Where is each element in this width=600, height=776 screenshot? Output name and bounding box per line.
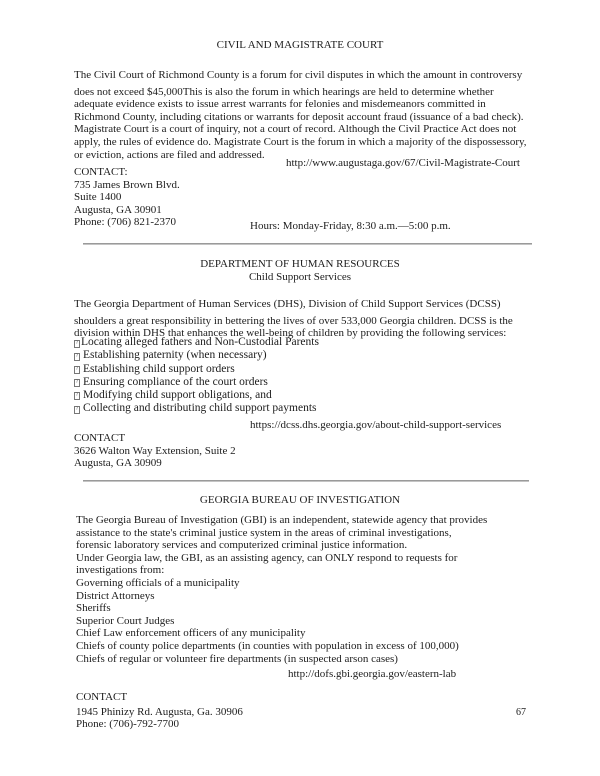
missing-glyph-icon: ? <box>75 366 79 372</box>
missing-glyph-icon: ? <box>75 353 79 359</box>
dhr-url-link[interactable]: https://dcss.dhs.georgia.gov/about-child-support-services <box>250 419 502 431</box>
list-item: Sheriffs <box>76 602 111 615</box>
paragraph-line: investigations from: <box>76 564 165 577</box>
contact-phone: Phone: (706) 821-2370 <box>74 216 177 229</box>
paragraph-line: The Georgia Department of Human Services (DHS), Division of Child Support Services (DCSS) <box>74 298 501 310</box>
list-item <box>74 402 319 415</box>
list-item: Chiefs of regular or volunteer fire departments (in suspected arson cases) <box>76 652 398 665</box>
paragraph-line: division within DHS that enhances the well-being of children by providing the following services: <box>74 327 507 340</box>
civil-court-hours: Hours: Monday-Friday, 8:30 a.m.—5:00 p.m. <box>250 220 451 232</box>
paragraph-line: The Civil Court of Richmond County is a forum for civil disputes in which the amount in controversy <box>74 69 523 81</box>
contact-label: CONTACT <box>74 432 126 444</box>
section-divider <box>83 243 532 245</box>
paragraph-line: The Georgia Bureau of Investigation (GBI) is an independent, statewide agency that provides <box>76 514 488 526</box>
missing-glyph-icon: ? <box>75 393 79 399</box>
list-item <box>74 376 319 389</box>
gbi-paragraph <box>76 514 556 577</box>
list-item <box>74 349 319 362</box>
civil-court-title: CIVIL AND MAGISTRATE COURT <box>216 39 384 51</box>
dhr-title: DEPARTMENT OF HUMAN RESOURCES <box>200 258 400 270</box>
gbi-requesters-list <box>76 577 459 665</box>
contact-address-line: Suite 1400 <box>74 191 122 204</box>
list-item: Superior Court Judges <box>76 614 175 627</box>
missing-glyph-icon: ? <box>75 406 79 412</box>
contact-phone: Phone: (706)-792-7700 <box>76 717 179 730</box>
service-label: Establishing paternity (when necessary) <box>83 349 267 362</box>
list-item: Governing officials of a municipality <box>76 577 240 589</box>
dhr-services-list <box>74 336 319 415</box>
gbi-contact <box>76 707 243 730</box>
service-label: Collecting and distributing child support payments <box>83 402 317 415</box>
list-item: Chief Law enforcement officers of any municipality <box>76 627 306 640</box>
civil-court-contact <box>74 166 180 229</box>
service-label: Establishing child support orders <box>83 362 235 375</box>
paragraph-line: assistance to the state's criminal justice system in the areas of criminal investigations, <box>76 526 452 539</box>
civil-court-url-link[interactable]: http://www.augustaga.gov/67/Civil-Magistrate-Court <box>286 157 520 169</box>
missing-glyph-icon: ? <box>75 380 79 386</box>
dhr-contact <box>74 432 236 470</box>
list-item <box>74 389 319 402</box>
missing-glyph-icon: ? <box>75 340 79 346</box>
gbi-contact-label: CONTACT <box>76 691 128 703</box>
section-divider <box>83 480 529 482</box>
contact-address-line: Augusta, GA 30909 <box>74 457 162 470</box>
contact-address-line: 735 James Brown Blvd. <box>74 178 180 191</box>
service-label: Ensuring compliance of the court orders <box>83 375 268 388</box>
list-item <box>74 336 319 349</box>
dhr-paragraph <box>74 298 554 340</box>
paragraph-line: Magistrate Court is a court of inquiry, not a court of record. Although the Civil Practice Act does not <box>74 123 517 136</box>
dhr-subtitle: Child Support Services <box>248 271 352 283</box>
civil-court-paragraph <box>74 69 554 161</box>
contact-address-line: 1945 Phinizy Rd. Augusta, Ga. 30906 <box>76 706 243 718</box>
paragraph-line: adequate evidence exists to issue arrest warrants for felonies and misdemeanors committed in <box>74 98 486 111</box>
service-label: Locating alleged fathers and Non-Custodial Parents <box>81 336 319 349</box>
paragraph-line: Under Georgia law, the GBI, as an assisting agency, can ONLY respond to requests for <box>76 551 458 564</box>
list-item: District Attorneys <box>76 589 155 602</box>
paragraph-line: does not exceed $45,000This is also the forum in which hearings are held to determine whether <box>74 85 494 98</box>
paragraph-line: Richmond County, including citations or warrants for deposit account fraud (issuance of a bad check). <box>74 110 524 123</box>
service-label: Modifying child support obligations, and <box>83 389 272 402</box>
contact-label: CONTACT: <box>74 166 128 178</box>
gbi-title: GEORGIA BUREAU OF INVESTIGATION <box>199 494 401 506</box>
contact-address-line: 3626 Walton Way Extension, Suite 2 <box>74 444 236 457</box>
paragraph-line: shoulders a great responsibility in bettering the lives of over 533,000 Georgia children. DCSS is the <box>74 314 513 327</box>
list-item: Chiefs of county police departments (in counties with population in excess of 100,000) <box>76 639 459 652</box>
paragraph-line: apply, the rules of evidence do. Magistrate Court is the forum in which a majority of the dispossessory, <box>74 135 527 148</box>
contact-address-line: Augusta, GA 30901 <box>74 203 162 216</box>
list-item <box>74 362 319 375</box>
paragraph-line: forensic laboratory services and computerized criminal justice information. <box>76 539 408 552</box>
gbi-url-link[interactable]: http://dofs.gbi.georgia.gov/eastern-lab <box>288 668 457 680</box>
page-number: 67 <box>516 707 526 718</box>
paragraph-line: or eviction, actions are filed and addressed. <box>74 148 265 161</box>
